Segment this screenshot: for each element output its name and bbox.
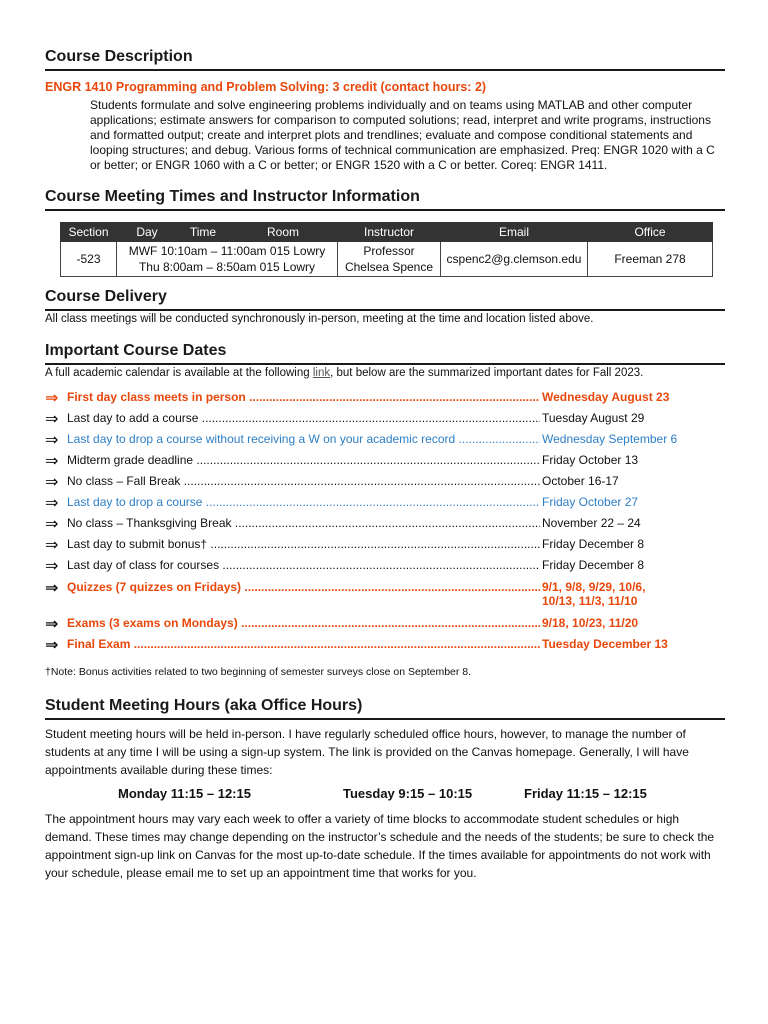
col-email: Email: [441, 223, 588, 242]
col-office: Office: [588, 223, 713, 242]
office-hours-details: The appointment hours may vary each week to offer a variety of time blocks to accommodate student schedules or high demand. These times may change depending on the instructor’s schedule and the needs of the students; be sure to check the appointment sign-up link on Canvas for the most up-to-date schedule. If the times available for appointments do not work with your schedule, please email me to set up an appointment time that works for you.: [45, 812, 715, 880]
date-label: Midterm grade deadline .....: [67, 453, 540, 467]
arrow-icon: ⇒: [45, 637, 59, 654]
section-cell: -523: [61, 242, 117, 277]
list-item: [45, 580, 725, 612]
schedule-line: Thu 8:00am – 8:50am 015 Lowry: [138, 260, 316, 274]
schedule-cell: [117, 242, 338, 277]
date-label: Final Exam .....: [67, 637, 540, 651]
office-cell: Freeman 278: [588, 242, 713, 277]
quiz-dates-line2: 10/13, 11/3, 11/10: [542, 594, 638, 608]
date-value: October 16-17: [541, 474, 732, 488]
date-value: Friday October 13: [541, 453, 732, 467]
date-value: Wednesday August 23: [541, 390, 732, 404]
instructor-title: Professor: [363, 244, 415, 258]
course-description-text: Students formulate and solve engineering problems individually and on teams using MATLAB and other computer applications; estimate answers for comparison to computed solutions; read, interpret and write programs, instructions and formatted output; create and interpret plots and trendlines; evaluate and compose conditional statements and looping structures; and debug. Various forms of technical communication are emphasized. Preq: ENGR 1020 with a C or better; or ENGR 1060 with a C or better; or ENGR 1520 with a C or better. Coreq: ENGR 1411.: [90, 98, 715, 172]
calendar-link[interactable]: link: [312, 367, 331, 379]
date-value: Tuesday August 29: [541, 411, 732, 425]
date-label: Last day of class for courses .....: [67, 558, 540, 572]
office-hours-slot: Tuesday 9:15 – 10:15: [343, 786, 473, 801]
date-label: Last day to add a course .....: [67, 411, 540, 425]
office-hours-intro: Student meeting hours will be held in-person. I have regularly scheduled office hours, however, to manage the number of students at any time I will be using a sign-up system. The link is provided on the Canvas homepage. Generally, I will have appointments available during these times:: [45, 727, 689, 777]
date-value: Friday October 27: [541, 495, 732, 509]
quiz-dates-line1: 9/1, 9/8, 9/29, 10/6,: [542, 580, 646, 594]
arrow-icon: ⇒: [45, 432, 59, 449]
date-label: Last day to drop a course without receiving a W on your academic record .....: [67, 432, 540, 446]
date-label: Last day to drop a course .....: [67, 495, 540, 509]
date-label: Last day to submit bonus† .....: [67, 537, 540, 551]
date-label: First day class meets in person .....: [67, 390, 540, 404]
col-instructor: Instructor: [338, 223, 441, 242]
arrow-icon: ⇒: [45, 474, 59, 491]
date-value: 9/18, 10/23, 11/20: [541, 616, 732, 630]
office-hours-slot: Monday 11:15 – 12:15: [118, 786, 251, 801]
list-item: [45, 616, 725, 636]
list-item: [45, 516, 725, 536]
office-hours-heading: Student Meeting Hours (aka Office Hours): [45, 697, 725, 720]
delivery-text: All class meetings will be conducted synchronously in-person, meeting at the time and location listed above.: [45, 313, 594, 325]
arrow-icon: ⇒: [45, 495, 59, 512]
arrow-icon: ⇒: [45, 580, 59, 597]
date-value: November 22 – 24: [541, 516, 732, 530]
col-day: Day: [117, 223, 178, 242]
date-label: Quizzes (7 quizzes on Fridays) .....: [67, 580, 540, 594]
date-label: Exams (3 exams on Mondays) .....: [67, 616, 540, 630]
list-item: [45, 474, 725, 494]
date-value: Wednesday September 6: [541, 432, 732, 446]
list-item: [45, 495, 725, 515]
course-description-heading: Course Description: [45, 48, 725, 71]
email-cell[interactable]: cspenc2@g.clemson.edu: [441, 242, 588, 277]
list-item: [45, 558, 725, 578]
arrow-icon: ⇒: [45, 453, 59, 470]
meeting-table: [60, 222, 713, 277]
arrow-icon: ⇒: [45, 516, 59, 533]
delivery-heading: Course Delivery: [45, 288, 725, 311]
date-label: No class – Thanksgiving Break .....: [67, 516, 540, 530]
col-room: Room: [229, 223, 338, 242]
office-hours-slot: Friday 11:15 – 12:15: [524, 786, 647, 801]
list-item: [45, 637, 725, 657]
dates-intro-text-end: , but below are the summarized important dates for Fall 2023.: [330, 367, 644, 379]
schedule-line: MWF 10:10am – 11:00am 015 Lowry: [128, 244, 326, 258]
list-item: [45, 390, 725, 410]
date-value: Friday December 8: [541, 558, 732, 572]
meeting-table-header: [61, 223, 713, 242]
arrow-icon: ⇒: [45, 537, 59, 554]
course-title: ENGR 1410 Programming and Problem Solving: 3 credit (contact hours: 2): [45, 80, 487, 94]
col-section: Section: [61, 223, 117, 242]
list-item: [45, 411, 725, 431]
bonus-note: †Note: Bonus activities related to two beginning of semester surveys close on September 8.: [45, 666, 472, 678]
arrow-icon: ⇒: [45, 558, 59, 575]
arrow-icon: ⇒: [45, 390, 59, 407]
instructor-name: Chelsea Spence: [344, 260, 434, 274]
instructor-cell: [338, 242, 441, 277]
list-item: [45, 537, 725, 557]
arrow-icon: ⇒: [45, 616, 59, 633]
date-label: No class – Fall Break .....: [67, 474, 540, 488]
date-value: Tuesday December 13: [541, 637, 732, 651]
table-row: [61, 242, 713, 277]
date-value: Friday December 8: [541, 537, 732, 551]
dates-intro: [45, 367, 643, 379]
date-value: [541, 580, 732, 608]
col-time: Time: [178, 223, 229, 242]
list-item: [45, 432, 725, 452]
arrow-icon: ⇒: [45, 411, 59, 428]
dates-heading: Important Course Dates: [45, 342, 725, 365]
meeting-heading: Course Meeting Times and Instructor Information: [45, 188, 725, 211]
dates-intro-text: A full academic calendar is available at the following: [45, 367, 313, 379]
list-item: [45, 453, 725, 473]
